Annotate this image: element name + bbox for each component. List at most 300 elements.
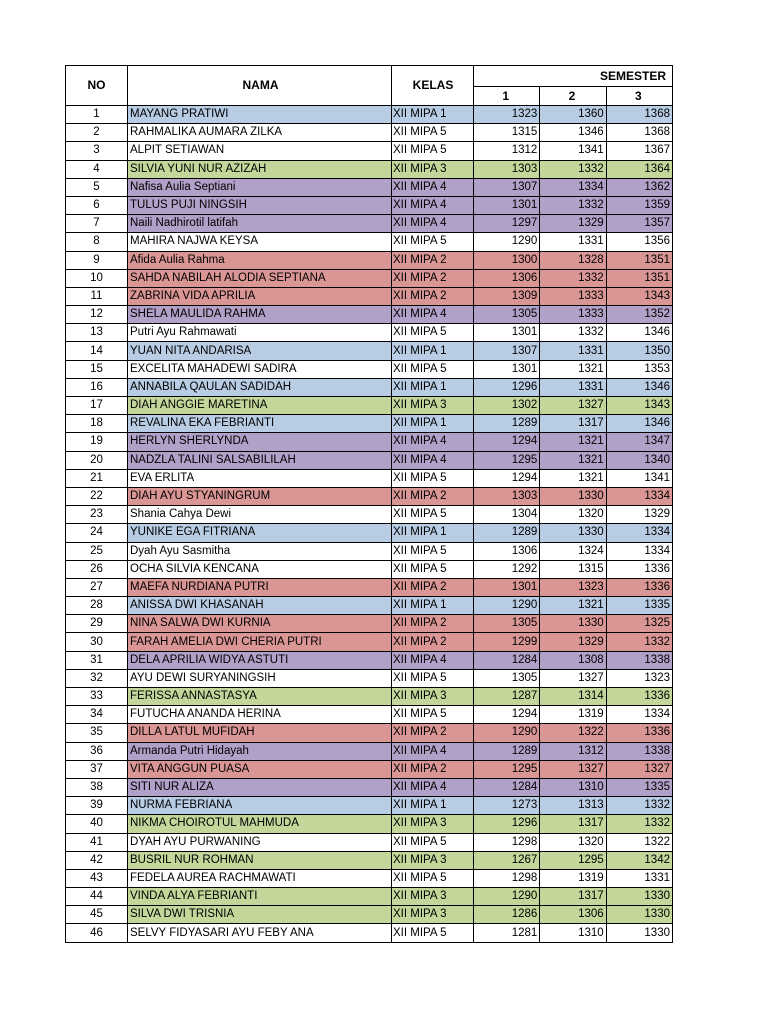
row-sem-3: 1335 bbox=[606, 597, 672, 615]
row-sem-2: 1322 bbox=[540, 724, 606, 742]
table-row bbox=[66, 906, 673, 924]
row-sem-1: 1305 bbox=[474, 615, 540, 633]
row-nama: RAHMALIKA AUMARA ZILKA bbox=[128, 124, 392, 142]
row-sem-2: 1332 bbox=[540, 269, 606, 287]
row-kelas: XII MIPA 5 bbox=[392, 542, 474, 560]
table-row bbox=[66, 924, 673, 942]
row-nama: SHELA MAULIDA RAHMA bbox=[128, 306, 392, 324]
row-sem-1: 1298 bbox=[474, 833, 540, 851]
table-row bbox=[66, 869, 673, 887]
row-no: 21 bbox=[66, 469, 128, 487]
row-no: 37 bbox=[66, 760, 128, 778]
row-kelas: XII MIPA 2 bbox=[392, 287, 474, 305]
table-row bbox=[66, 433, 673, 451]
row-sem-3: 1336 bbox=[606, 578, 672, 596]
row-no: 46 bbox=[66, 924, 128, 942]
row-sem-3: 1331 bbox=[606, 869, 672, 887]
row-sem-2: 1360 bbox=[540, 106, 606, 124]
row-sem-1: 1297 bbox=[474, 215, 540, 233]
table-row bbox=[66, 597, 673, 615]
row-nama: SAHDA NABILAH ALODIA SEPTIANA bbox=[128, 269, 392, 287]
row-nama: Shania Cahya Dewi bbox=[128, 506, 392, 524]
table-row bbox=[66, 560, 673, 578]
row-nama: EVA ERLITA bbox=[128, 469, 392, 487]
row-sem-3: 1334 bbox=[606, 542, 672, 560]
row-sem-1: 1284 bbox=[474, 778, 540, 796]
row-sem-1: 1307 bbox=[474, 342, 540, 360]
row-no: 43 bbox=[66, 869, 128, 887]
row-sem-1: 1306 bbox=[474, 269, 540, 287]
row-sem-3: 1332 bbox=[606, 797, 672, 815]
row-kelas: XII MIPA 4 bbox=[392, 306, 474, 324]
table-row bbox=[66, 706, 673, 724]
row-no: 4 bbox=[66, 160, 128, 178]
row-no: 28 bbox=[66, 597, 128, 615]
row-sem-1: 1305 bbox=[474, 669, 540, 687]
table-row bbox=[66, 797, 673, 815]
row-no: 27 bbox=[66, 578, 128, 596]
row-kelas: XII MIPA 2 bbox=[392, 487, 474, 505]
row-kelas: XII MIPA 4 bbox=[392, 433, 474, 451]
row-no: 33 bbox=[66, 688, 128, 706]
table-row bbox=[66, 742, 673, 760]
row-no: 19 bbox=[66, 433, 128, 451]
row-no: 24 bbox=[66, 524, 128, 542]
row-sem-2: 1330 bbox=[540, 524, 606, 542]
row-kelas: XII MIPA 5 bbox=[392, 142, 474, 160]
row-sem-2: 1321 bbox=[540, 597, 606, 615]
row-sem-1: 1305 bbox=[474, 306, 540, 324]
row-kelas: XII MIPA 1 bbox=[392, 378, 474, 396]
table-row bbox=[66, 542, 673, 560]
row-kelas: XII MIPA 3 bbox=[392, 815, 474, 833]
row-no: 26 bbox=[66, 560, 128, 578]
row-sem-2: 1331 bbox=[540, 233, 606, 251]
row-sem-1: 1323 bbox=[474, 106, 540, 124]
row-nama: Afida Aulia Rahma bbox=[128, 251, 392, 269]
row-sem-3: 1351 bbox=[606, 251, 672, 269]
row-sem-3: 1368 bbox=[606, 106, 672, 124]
table-row bbox=[66, 142, 673, 160]
row-sem-2: 1321 bbox=[540, 469, 606, 487]
row-kelas: XII MIPA 1 bbox=[392, 524, 474, 542]
row-nama: DYAH AYU PURWANING bbox=[128, 833, 392, 851]
row-no: 29 bbox=[66, 615, 128, 633]
row-no: 45 bbox=[66, 906, 128, 924]
row-kelas: XII MIPA 1 bbox=[392, 415, 474, 433]
row-sem-1: 1295 bbox=[474, 760, 540, 778]
row-kelas: XII MIPA 4 bbox=[392, 651, 474, 669]
row-kelas: XII MIPA 5 bbox=[392, 869, 474, 887]
row-no: 23 bbox=[66, 506, 128, 524]
row-kelas: XII MIPA 4 bbox=[392, 778, 474, 796]
row-sem-3: 1346 bbox=[606, 415, 672, 433]
row-sem-3: 1367 bbox=[606, 142, 672, 160]
row-sem-3: 1330 bbox=[606, 924, 672, 942]
row-kelas: XII MIPA 5 bbox=[392, 469, 474, 487]
table-row bbox=[66, 378, 673, 396]
row-sem-2: 1295 bbox=[540, 851, 606, 869]
row-sem-2: 1317 bbox=[540, 815, 606, 833]
row-sem-2: 1312 bbox=[540, 742, 606, 760]
row-kelas: XII MIPA 4 bbox=[392, 178, 474, 196]
row-sem-3: 1357 bbox=[606, 215, 672, 233]
row-sem-3: 1350 bbox=[606, 342, 672, 360]
row-sem-1: 1273 bbox=[474, 797, 540, 815]
row-kelas: XII MIPA 2 bbox=[392, 615, 474, 633]
header-sem-1: 1 bbox=[474, 87, 540, 106]
table-row bbox=[66, 469, 673, 487]
row-no: 39 bbox=[66, 797, 128, 815]
row-nama: MAYANG PRATIWI bbox=[128, 106, 392, 124]
row-sem-3: 1343 bbox=[606, 397, 672, 415]
row-sem-1: 1304 bbox=[474, 506, 540, 524]
row-nama: NADZLA TALINI SALSABILILAH bbox=[128, 451, 392, 469]
row-sem-1: 1303 bbox=[474, 487, 540, 505]
row-sem-2: 1320 bbox=[540, 506, 606, 524]
table-row bbox=[66, 215, 673, 233]
row-kelas: XII MIPA 2 bbox=[392, 724, 474, 742]
table-row bbox=[66, 251, 673, 269]
row-kelas: XII MIPA 3 bbox=[392, 851, 474, 869]
row-no: 7 bbox=[66, 215, 128, 233]
row-sem-2: 1320 bbox=[540, 833, 606, 851]
row-nama: MAEFA NURDIANA PUTRI bbox=[128, 578, 392, 596]
row-nama: HERLYN SHERLYNDA bbox=[128, 433, 392, 451]
row-no: 42 bbox=[66, 851, 128, 869]
row-sem-3: 1327 bbox=[606, 760, 672, 778]
table-row bbox=[66, 178, 673, 196]
table-row bbox=[66, 651, 673, 669]
table-row bbox=[66, 724, 673, 742]
row-sem-2: 1327 bbox=[540, 397, 606, 415]
row-sem-3: 1356 bbox=[606, 233, 672, 251]
row-sem-2: 1319 bbox=[540, 706, 606, 724]
row-nama: REVALINA EKA FEBRIANTI bbox=[128, 415, 392, 433]
table-row bbox=[66, 415, 673, 433]
table-row bbox=[66, 888, 673, 906]
row-nama: MAHIRA NAJWA KEYSA bbox=[128, 233, 392, 251]
row-sem-2: 1341 bbox=[540, 142, 606, 160]
row-sem-1: 1298 bbox=[474, 869, 540, 887]
row-no: 13 bbox=[66, 324, 128, 342]
row-no: 18 bbox=[66, 415, 128, 433]
table-row bbox=[66, 342, 673, 360]
row-kelas: XII MIPA 4 bbox=[392, 196, 474, 214]
row-kelas: XII MIPA 3 bbox=[392, 888, 474, 906]
row-sem-3: 1335 bbox=[606, 778, 672, 796]
row-sem-2: 1319 bbox=[540, 869, 606, 887]
row-nama: SILVIA YUNI NUR AZIZAH bbox=[128, 160, 392, 178]
row-kelas: XII MIPA 5 bbox=[392, 833, 474, 851]
row-sem-1: 1296 bbox=[474, 815, 540, 833]
row-sem-2: 1327 bbox=[540, 760, 606, 778]
row-sem-1: 1301 bbox=[474, 360, 540, 378]
row-sem-1: 1290 bbox=[474, 888, 540, 906]
row-no: 31 bbox=[66, 651, 128, 669]
table-row bbox=[66, 778, 673, 796]
row-sem-3: 1336 bbox=[606, 688, 672, 706]
row-sem-3: 1359 bbox=[606, 196, 672, 214]
row-nama: SITI NUR ALIZA bbox=[128, 778, 392, 796]
row-no: 35 bbox=[66, 724, 128, 742]
row-nama: YUNIKE EGA FITRIANA bbox=[128, 524, 392, 542]
row-sem-1: 1292 bbox=[474, 560, 540, 578]
row-no: 16 bbox=[66, 378, 128, 396]
row-nama: ALPIT SETIAWAN bbox=[128, 142, 392, 160]
row-no: 12 bbox=[66, 306, 128, 324]
row-sem-2: 1334 bbox=[540, 178, 606, 196]
row-sem-1: 1294 bbox=[474, 433, 540, 451]
row-sem-3: 1336 bbox=[606, 724, 672, 742]
header-semester: SEMESTER bbox=[474, 66, 673, 87]
row-no: 22 bbox=[66, 487, 128, 505]
row-sem-2: 1317 bbox=[540, 888, 606, 906]
row-no: 10 bbox=[66, 269, 128, 287]
header-no: NO bbox=[66, 66, 128, 106]
row-sem-3: 1343 bbox=[606, 287, 672, 305]
row-no: 30 bbox=[66, 633, 128, 651]
row-sem-2: 1323 bbox=[540, 578, 606, 596]
row-sem-3: 1346 bbox=[606, 324, 672, 342]
row-sem-2: 1329 bbox=[540, 633, 606, 651]
row-no: 9 bbox=[66, 251, 128, 269]
row-sem-2: 1346 bbox=[540, 124, 606, 142]
row-sem-1: 1290 bbox=[474, 597, 540, 615]
row-no: 1 bbox=[66, 106, 128, 124]
row-sem-3: 1322 bbox=[606, 833, 672, 851]
row-sem-2: 1332 bbox=[540, 160, 606, 178]
table-row bbox=[66, 451, 673, 469]
row-kelas: XII MIPA 2 bbox=[392, 633, 474, 651]
row-sem-2: 1310 bbox=[540, 778, 606, 796]
row-sem-3: 1334 bbox=[606, 706, 672, 724]
row-nama: BUSRIL NUR ROHMAN bbox=[128, 851, 392, 869]
row-sem-2: 1333 bbox=[540, 287, 606, 305]
row-kelas: XII MIPA 1 bbox=[392, 797, 474, 815]
row-no: 8 bbox=[66, 233, 128, 251]
row-sem-3: 1368 bbox=[606, 124, 672, 142]
row-sem-2: 1308 bbox=[540, 651, 606, 669]
header-sem-2: 2 bbox=[540, 87, 606, 106]
ranking-sheet bbox=[65, 65, 670, 943]
row-no: 40 bbox=[66, 815, 128, 833]
row-no: 17 bbox=[66, 397, 128, 415]
row-nama: VINDA ALYA FEBRIANTI bbox=[128, 888, 392, 906]
row-sem-2: 1330 bbox=[540, 487, 606, 505]
row-sem-2: 1331 bbox=[540, 378, 606, 396]
row-sem-1: 1289 bbox=[474, 742, 540, 760]
row-sem-2: 1313 bbox=[540, 797, 606, 815]
row-sem-2: 1332 bbox=[540, 324, 606, 342]
row-sem-3: 1323 bbox=[606, 669, 672, 687]
header-row bbox=[66, 66, 673, 87]
row-sem-3: 1330 bbox=[606, 906, 672, 924]
row-no: 15 bbox=[66, 360, 128, 378]
row-sem-1: 1315 bbox=[474, 124, 540, 142]
row-nama: Naili Nadhirotil latifah bbox=[128, 215, 392, 233]
row-sem-2: 1330 bbox=[540, 615, 606, 633]
row-nama: DIAH AYU STYANINGRUM bbox=[128, 487, 392, 505]
row-sem-1: 1312 bbox=[474, 142, 540, 160]
row-sem-1: 1287 bbox=[474, 688, 540, 706]
row-sem-2: 1329 bbox=[540, 215, 606, 233]
table-row bbox=[66, 578, 673, 596]
row-nama: TULUS PUJI NINGSIH bbox=[128, 196, 392, 214]
row-kelas: XII MIPA 5 bbox=[392, 924, 474, 942]
row-kelas: XII MIPA 5 bbox=[392, 324, 474, 342]
row-nama: SELVY FIDYASARI AYU FEBY ANA bbox=[128, 924, 392, 942]
row-sem-3: 1329 bbox=[606, 506, 672, 524]
table-row bbox=[66, 196, 673, 214]
row-sem-3: 1330 bbox=[606, 888, 672, 906]
table-row bbox=[66, 269, 673, 287]
row-sem-2: 1314 bbox=[540, 688, 606, 706]
row-sem-1: 1267 bbox=[474, 851, 540, 869]
row-sem-2: 1310 bbox=[540, 924, 606, 942]
row-sem-1: 1301 bbox=[474, 578, 540, 596]
row-kelas: XII MIPA 5 bbox=[392, 233, 474, 251]
row-sem-1: 1290 bbox=[474, 724, 540, 742]
row-nama: AYU DEWI SURYANINGSIH bbox=[128, 669, 392, 687]
table-row bbox=[66, 669, 673, 687]
row-sem-1: 1309 bbox=[474, 287, 540, 305]
row-sem-2: 1321 bbox=[540, 433, 606, 451]
row-no: 14 bbox=[66, 342, 128, 360]
row-sem-1: 1289 bbox=[474, 415, 540, 433]
row-no: 25 bbox=[66, 542, 128, 560]
row-nama: EXCELITA MAHADEWI SADIRA bbox=[128, 360, 392, 378]
row-nama: Nafisa Aulia Septiani bbox=[128, 178, 392, 196]
row-sem-2: 1321 bbox=[540, 360, 606, 378]
header-nama: NAMA bbox=[128, 66, 392, 106]
row-nama: Armanda Putri Hidayah bbox=[128, 742, 392, 760]
table-row bbox=[66, 233, 673, 251]
row-sem-3: 1338 bbox=[606, 742, 672, 760]
row-sem-1: 1301 bbox=[474, 196, 540, 214]
row-nama: ZABRINA VIDA APRILIA bbox=[128, 287, 392, 305]
row-kelas: XII MIPA 2 bbox=[392, 251, 474, 269]
row-sem-3: 1352 bbox=[606, 306, 672, 324]
row-kelas: XII MIPA 2 bbox=[392, 578, 474, 596]
row-sem-3: 1332 bbox=[606, 815, 672, 833]
row-sem-1: 1302 bbox=[474, 397, 540, 415]
table-row bbox=[66, 287, 673, 305]
row-sem-3: 1347 bbox=[606, 433, 672, 451]
row-sem-1: 1303 bbox=[474, 160, 540, 178]
row-sem-1: 1295 bbox=[474, 451, 540, 469]
row-sem-2: 1315 bbox=[540, 560, 606, 578]
row-no: 6 bbox=[66, 196, 128, 214]
row-no: 2 bbox=[66, 124, 128, 142]
table-row bbox=[66, 397, 673, 415]
row-sem-1: 1307 bbox=[474, 178, 540, 196]
row-kelas: XII MIPA 3 bbox=[392, 160, 474, 178]
row-sem-2: 1327 bbox=[540, 669, 606, 687]
row-sem-1: 1296 bbox=[474, 378, 540, 396]
table-row bbox=[66, 688, 673, 706]
row-nama: ANISSA DWI KHASANAH bbox=[128, 597, 392, 615]
table-row bbox=[66, 160, 673, 178]
row-sem-3: 1364 bbox=[606, 160, 672, 178]
row-nama: SILVA DWI TRISNIA bbox=[128, 906, 392, 924]
row-kelas: XII MIPA 3 bbox=[392, 688, 474, 706]
row-sem-3: 1340 bbox=[606, 451, 672, 469]
row-no: 32 bbox=[66, 669, 128, 687]
row-no: 38 bbox=[66, 778, 128, 796]
row-kelas: XII MIPA 4 bbox=[392, 742, 474, 760]
row-nama: ANNABILA QAULAN SADIDAH bbox=[128, 378, 392, 396]
row-no: 41 bbox=[66, 833, 128, 851]
row-no: 20 bbox=[66, 451, 128, 469]
table-row bbox=[66, 633, 673, 651]
row-sem-1: 1294 bbox=[474, 706, 540, 724]
row-sem-1: 1300 bbox=[474, 251, 540, 269]
row-sem-1: 1306 bbox=[474, 542, 540, 560]
row-sem-3: 1325 bbox=[606, 615, 672, 633]
table-row bbox=[66, 615, 673, 633]
table-row bbox=[66, 524, 673, 542]
row-kelas: XII MIPA 5 bbox=[392, 669, 474, 687]
table-row bbox=[66, 833, 673, 851]
table-row bbox=[66, 487, 673, 505]
row-kelas: XII MIPA 2 bbox=[392, 760, 474, 778]
row-no: 34 bbox=[66, 706, 128, 724]
row-sem-3: 1336 bbox=[606, 560, 672, 578]
row-sem-1: 1286 bbox=[474, 906, 540, 924]
row-sem-2: 1324 bbox=[540, 542, 606, 560]
row-kelas: XII MIPA 3 bbox=[392, 906, 474, 924]
row-nama: DIAH ANGGIE MARETINA bbox=[128, 397, 392, 415]
row-sem-3: 1334 bbox=[606, 487, 672, 505]
row-sem-1: 1301 bbox=[474, 324, 540, 342]
row-sem-2: 1321 bbox=[540, 451, 606, 469]
row-no: 3 bbox=[66, 142, 128, 160]
table-row bbox=[66, 360, 673, 378]
row-nama: NIKMA CHOIROTUL MAHMUDA bbox=[128, 815, 392, 833]
row-nama: VITA ANGGUN PUASA bbox=[128, 760, 392, 778]
row-sem-1: 1284 bbox=[474, 651, 540, 669]
row-nama: YUAN NITA ANDARISA bbox=[128, 342, 392, 360]
row-nama: DELA APRILIA WIDYA ASTUTI bbox=[128, 651, 392, 669]
table-row bbox=[66, 851, 673, 869]
row-nama: Dyah Ayu Sasmitha bbox=[128, 542, 392, 560]
row-sem-2: 1328 bbox=[540, 251, 606, 269]
row-nama: NINA SALWA DWI KURNIA bbox=[128, 615, 392, 633]
table-row bbox=[66, 506, 673, 524]
row-sem-3: 1351 bbox=[606, 269, 672, 287]
row-kelas: XII MIPA 4 bbox=[392, 215, 474, 233]
row-sem-2: 1332 bbox=[540, 196, 606, 214]
row-kelas: XII MIPA 5 bbox=[392, 360, 474, 378]
row-sem-2: 1333 bbox=[540, 306, 606, 324]
row-nama: Putri Ayu Rahmawati bbox=[128, 324, 392, 342]
row-kelas: XII MIPA 1 bbox=[392, 342, 474, 360]
row-no: 11 bbox=[66, 287, 128, 305]
row-kelas: XII MIPA 1 bbox=[392, 106, 474, 124]
row-kelas: XII MIPA 4 bbox=[392, 451, 474, 469]
row-no: 5 bbox=[66, 178, 128, 196]
row-sem-3: 1342 bbox=[606, 851, 672, 869]
table-row bbox=[66, 760, 673, 778]
row-sem-3: 1353 bbox=[606, 360, 672, 378]
row-nama: NURMA FEBRIANA bbox=[128, 797, 392, 815]
row-sem-3: 1362 bbox=[606, 178, 672, 196]
table-row bbox=[66, 106, 673, 124]
table-row bbox=[66, 324, 673, 342]
row-sem-3: 1346 bbox=[606, 378, 672, 396]
row-sem-1: 1299 bbox=[474, 633, 540, 651]
